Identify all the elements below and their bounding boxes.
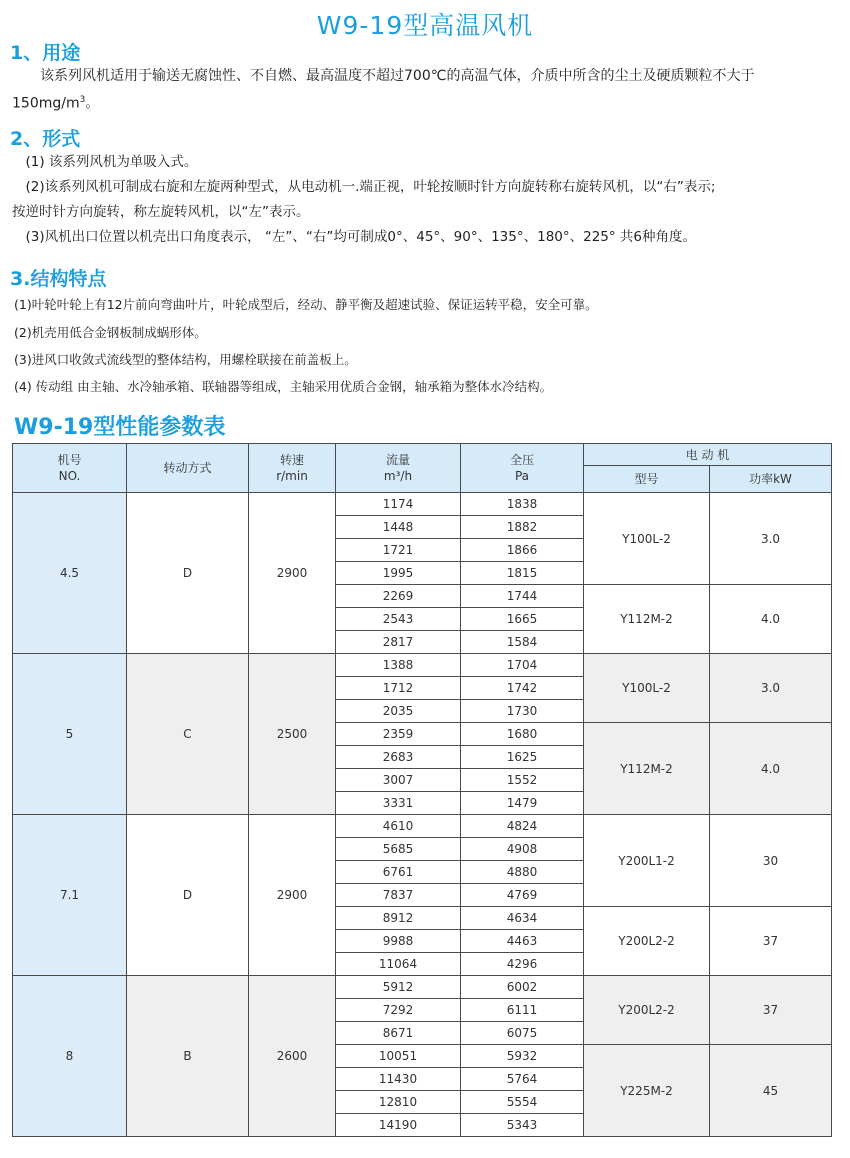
cell-flow: 8671 bbox=[336, 1022, 461, 1045]
cell-pressure: 4908 bbox=[461, 838, 584, 861]
section-heading-structure: 3.结构特点 bbox=[10, 268, 107, 290]
cell-no: 8 bbox=[13, 976, 127, 1137]
cell-speed: 2900 bbox=[249, 815, 336, 976]
table-row bbox=[13, 976, 832, 999]
cell-flow: 6761 bbox=[336, 861, 461, 884]
usage-text: 该系列风机适用于输送无腐蚀性、不自燃、最高温度不超过700℃的高温气体，介质中所含的尘土及硬质颗粒不大于 bbox=[12, 68, 755, 84]
cell-flow: 1448 bbox=[336, 516, 461, 539]
cell-pressure: 5554 bbox=[461, 1091, 584, 1114]
cell-flow: 12810 bbox=[336, 1091, 461, 1114]
cell-flow: 2817 bbox=[336, 631, 461, 654]
header-pressure-unit: Pa bbox=[514, 469, 530, 483]
cell-motor-power: 4.0 bbox=[710, 723, 832, 815]
header-flow-label: 流量 bbox=[385, 453, 410, 467]
header-flow-unit: m³/h bbox=[383, 469, 413, 483]
cell-flow: 5685 bbox=[336, 838, 461, 861]
header-no bbox=[13, 444, 127, 493]
cell-motor-power: 45 bbox=[710, 1045, 832, 1137]
cell-motor-model: Y112M-2 bbox=[584, 585, 710, 654]
cell-pressure: 1665 bbox=[461, 608, 584, 631]
cell-flow: 11430 bbox=[336, 1068, 461, 1091]
cell-flow: 1995 bbox=[336, 562, 461, 585]
cell-pressure: 4824 bbox=[461, 815, 584, 838]
structure-item-4: (4) 传动组 由主轴、水冷轴承箱、联轴器等组成，主轴采用优质合金钢，轴承箱为整体水冷结构。 bbox=[14, 379, 553, 394]
cell-flow: 4610 bbox=[336, 815, 461, 838]
cell-drive: B bbox=[127, 976, 249, 1137]
usage-text-end: 。 bbox=[85, 95, 100, 112]
cell-drive: C bbox=[127, 654, 249, 815]
cell-motor-model: Y225M-2 bbox=[584, 1045, 710, 1137]
cell-no: 7.1 bbox=[13, 815, 127, 976]
cell-pressure: 1742 bbox=[461, 677, 584, 700]
cell-flow: 10051 bbox=[336, 1045, 461, 1068]
cell-pressure: 5343 bbox=[461, 1114, 584, 1137]
cell-flow: 9988 bbox=[336, 930, 461, 953]
cell-motor-model: Y200L1-2 bbox=[584, 815, 710, 907]
header-no-en: NO. bbox=[58, 469, 81, 483]
header-model: 型号 bbox=[584, 466, 710, 493]
table-title: W9-19型性能参数表 bbox=[14, 415, 226, 440]
cell-pressure: 4296 bbox=[461, 953, 584, 976]
cell-motor-model: Y100L-2 bbox=[584, 493, 710, 585]
structure-item-2: (2)机壳用低合金钢板制成蜗形体。 bbox=[14, 325, 207, 340]
header-flow bbox=[336, 444, 461, 493]
form-item-3: (3)风机出口位置以机壳出口角度表示， “左”、“右”均可制成0°、45°、90°、135°、180°、225° 共6种角度。 bbox=[12, 229, 697, 245]
header-motor: 电 动 机 bbox=[584, 444, 832, 466]
cell-no: 4.5 bbox=[13, 493, 127, 654]
header-no-label: 机号 bbox=[57, 453, 82, 467]
usage-text-unit: 150mg/m bbox=[12, 95, 80, 112]
cell-pressure: 4463 bbox=[461, 930, 584, 953]
cell-pressure: 6002 bbox=[461, 976, 584, 999]
table-row bbox=[13, 815, 832, 838]
cell-motor-power: 3.0 bbox=[710, 654, 832, 723]
cell-motor-power: 3.0 bbox=[710, 493, 832, 585]
cell-pressure: 1704 bbox=[461, 654, 584, 677]
cell-flow: 3331 bbox=[336, 792, 461, 815]
cell-flow: 2269 bbox=[336, 585, 461, 608]
cell-motor-model: Y100L-2 bbox=[584, 654, 710, 723]
cell-pressure: 5764 bbox=[461, 1068, 584, 1091]
table-row bbox=[13, 493, 832, 516]
cell-motor-power: 30 bbox=[710, 815, 832, 907]
cell-motor-model: Y112M-2 bbox=[584, 723, 710, 815]
cell-pressure: 1584 bbox=[461, 631, 584, 654]
cell-flow: 11064 bbox=[336, 953, 461, 976]
header-pressure bbox=[461, 444, 584, 493]
cell-flow: 1388 bbox=[336, 654, 461, 677]
cell-flow: 1721 bbox=[336, 539, 461, 562]
cell-no: 5 bbox=[13, 654, 127, 815]
cell-motor-power: 37 bbox=[710, 907, 832, 976]
cell-flow: 7292 bbox=[336, 999, 461, 1022]
cell-flow: 5912 bbox=[336, 976, 461, 999]
cell-motor-power: 37 bbox=[710, 976, 832, 1045]
cell-pressure: 1730 bbox=[461, 700, 584, 723]
cell-speed: 2500 bbox=[249, 654, 336, 815]
cell-motor-model: Y200L2-2 bbox=[584, 907, 710, 976]
cell-flow: 2543 bbox=[336, 608, 461, 631]
cell-flow: 2035 bbox=[336, 700, 461, 723]
cell-pressure: 1838 bbox=[461, 493, 584, 516]
cell-flow: 1174 bbox=[336, 493, 461, 516]
cell-flow: 7837 bbox=[336, 884, 461, 907]
cell-pressure: 1866 bbox=[461, 539, 584, 562]
cell-pressure: 1815 bbox=[461, 562, 584, 585]
cell-flow: 2359 bbox=[336, 723, 461, 746]
usage-text-sup: 3 bbox=[79, 95, 86, 105]
cell-pressure: 1479 bbox=[461, 792, 584, 815]
structure-item-1: (1)叶轮叶轮上有12片前向弯曲叶片，叶轮成型后，经动、静平衡及超速试验、保证运转平稳，安全可靠。 bbox=[14, 297, 598, 312]
cell-pressure: 1744 bbox=[461, 585, 584, 608]
section-heading-usage: 1、用途 bbox=[10, 42, 81, 64]
cell-flow: 14190 bbox=[336, 1114, 461, 1137]
usage-paragraph bbox=[12, 64, 838, 116]
cell-pressure: 1625 bbox=[461, 746, 584, 769]
table-body bbox=[13, 493, 832, 1137]
cell-motor-power: 4.0 bbox=[710, 585, 832, 654]
cell-pressure: 6075 bbox=[461, 1022, 584, 1045]
cell-pressure: 6111 bbox=[461, 999, 584, 1022]
form-item-2-cont: 按逆时针方向旋转，称左旋转风机，以“左”表示。 bbox=[12, 204, 310, 220]
form-paragraph bbox=[12, 150, 838, 250]
structure-item-3: (3)进风口收敛式流线型的整体结构，用螺栓联接在前盖板上。 bbox=[14, 352, 357, 367]
header-pressure-label: 全压 bbox=[509, 453, 534, 467]
form-item-2: (2)该系列风机可制成右旋和左旋两种型式，从电动机一.端正视，叶轮按顺时针方向旋转称右旋转风机，以“右”表示; bbox=[12, 179, 716, 195]
table-row bbox=[13, 654, 832, 677]
header-power: 功率kW bbox=[710, 466, 832, 493]
cell-motor-model: Y200L2-2 bbox=[584, 976, 710, 1045]
cell-flow: 8912 bbox=[336, 907, 461, 930]
performance-table bbox=[12, 443, 832, 1137]
cell-pressure: 4769 bbox=[461, 884, 584, 907]
cell-pressure: 4634 bbox=[461, 907, 584, 930]
cell-pressure: 4880 bbox=[461, 861, 584, 884]
cell-pressure: 5932 bbox=[461, 1045, 584, 1068]
header-speed bbox=[249, 444, 336, 493]
header-drive: 转动方式 bbox=[127, 444, 249, 493]
cell-pressure: 1882 bbox=[461, 516, 584, 539]
page-title: W9-19型高温风机 bbox=[316, 11, 534, 40]
cell-pressure: 1552 bbox=[461, 769, 584, 792]
form-item-1: (1) 该系列风机为单吸入式。 bbox=[12, 154, 198, 170]
cell-speed: 2600 bbox=[249, 976, 336, 1137]
header-speed-label: 转速 bbox=[279, 453, 304, 467]
cell-drive: D bbox=[127, 815, 249, 976]
cell-drive: D bbox=[127, 493, 249, 654]
cell-flow: 1712 bbox=[336, 677, 461, 700]
cell-flow: 3007 bbox=[336, 769, 461, 792]
cell-speed: 2900 bbox=[249, 493, 336, 654]
cell-flow: 2683 bbox=[336, 746, 461, 769]
section-heading-form: 2、形式 bbox=[10, 128, 81, 150]
header-speed-unit: r/min bbox=[276, 469, 308, 483]
cell-pressure: 1680 bbox=[461, 723, 584, 746]
